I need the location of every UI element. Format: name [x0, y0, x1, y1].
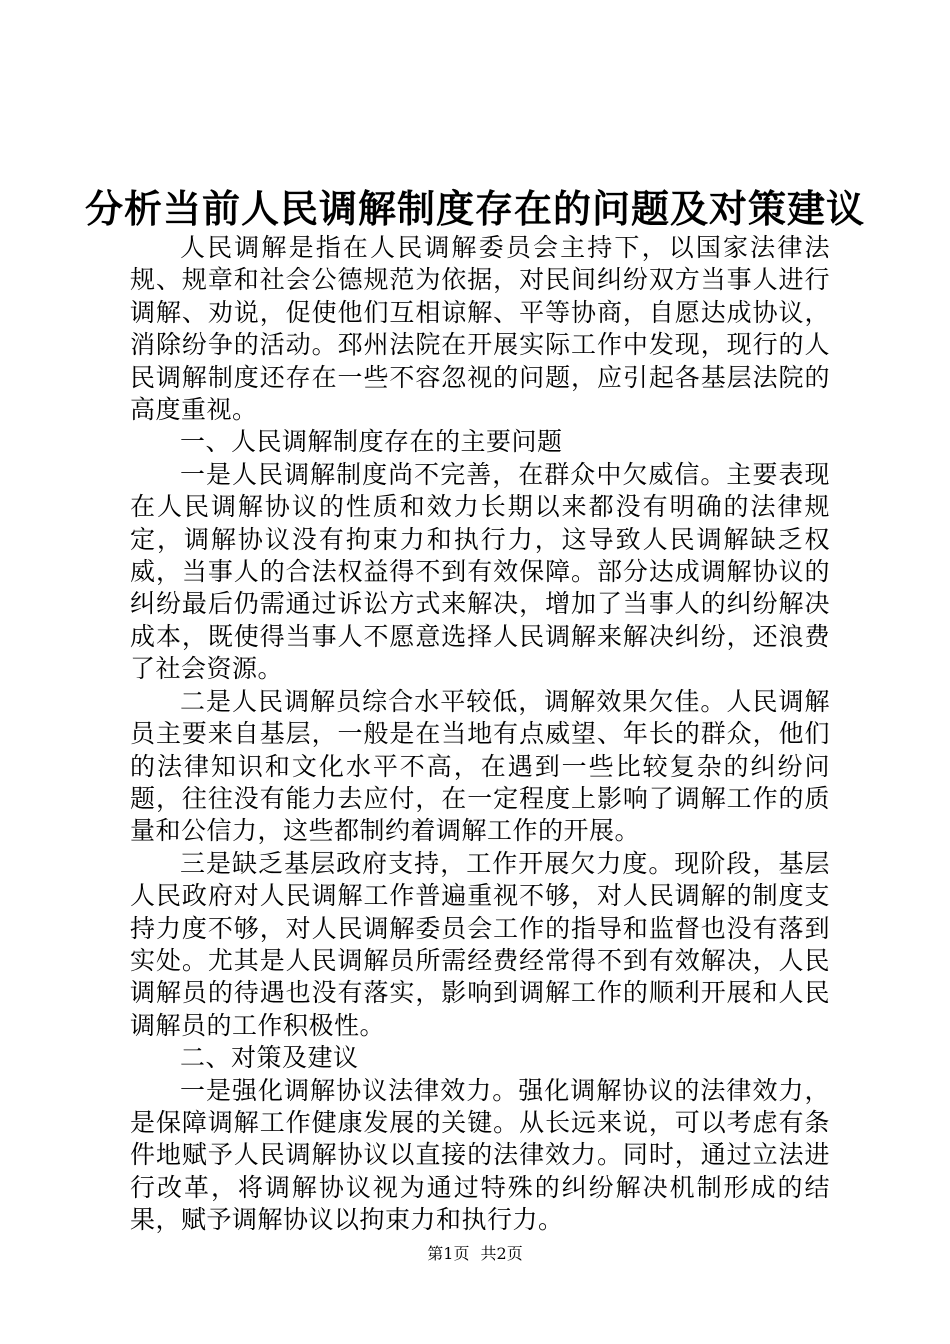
document-body — [130, 232, 830, 1237]
section-heading-problems: 一、人民调解制度存在的主要问题 — [180, 427, 563, 457]
page-footer — [0, 1244, 950, 1264]
page-total: 共2页 — [480, 1244, 523, 1263]
problem-paragraph-1: 一是人民调解制度尚不完善，在群众中欠威信。主要表现在人民调解协议的性质和效力长期以来都没有明确的法律规定，调解协议没有拘束力和执行力，这导致人民调解缺乏权威，当事人的合法权益得不到有效保障。部分达成调解协议的纠纷最后仍需通过诉讼方式来解决，增加了当事人的纠纷解决成本，既使得当事人不愿意选择人民调解来解决纠纷，还浪费了社会资源。 — [130, 459, 830, 684]
intro-paragraph: 人民调解是指在人民调解委员会主持下，以国家法律法规、规章和社会公德规范为依据，对民间纠纷双方当事人进行调解、劝说，促使他们互相谅解、平等协商，自愿达成协议，消除纷争的活动。邳州法院在开展实际工作中发现，现行的人民调解制度还存在一些不容忽视的问题，应引起各基层法院的高度重视。 — [130, 233, 830, 425]
section-heading-suggestions: 二、对策及建议 — [180, 1043, 359, 1073]
suggestion-paragraph-1: 一是强化调解协议法律效力。强化调解协议的法律效力，是保障调解工作健康发展的关键。从长远来说，可以考虑有条件地赋予人民调解协议以直接的法律效力。同时，通过立法进行改革，将调解协议视为通过特殊的纠纷解决机制形成的结果，赋予调解协议以拘束力和执行力。 — [130, 1075, 830, 1235]
document-title: 分析当前人民调解制度存在的问题及对策建议 — [84, 186, 865, 231]
page-number: 第1页 — [427, 1244, 470, 1263]
problem-paragraph-3: 三是缺乏基层政府支持，工作开展欠力度。现阶段，基层人民政府对人民调解工作普遍重视不够，对人民调解的制度支持力度不够，对人民调解委员会工作的指导和监督也没有落到实处。尤其是人民调解员所需经费经常得不到有效解决，人民调解员的待遇也没有落实，影响到调解工作的顺利开展和人民调解员的工作积极性。 — [130, 848, 830, 1040]
problem-paragraph-2: 二是人民调解员综合水平较低，调解效果欠佳。人民调解员主要来自基层，一般是在当地有点威望、年长的群众，他们的法律知识和文化水平不高，在遇到一些比较复杂的纠纷问题，往往没有能力去应付，在一定程度上影响了调解工作的质量和公信力，这些都制约着调解工作的开展。 — [130, 686, 830, 846]
